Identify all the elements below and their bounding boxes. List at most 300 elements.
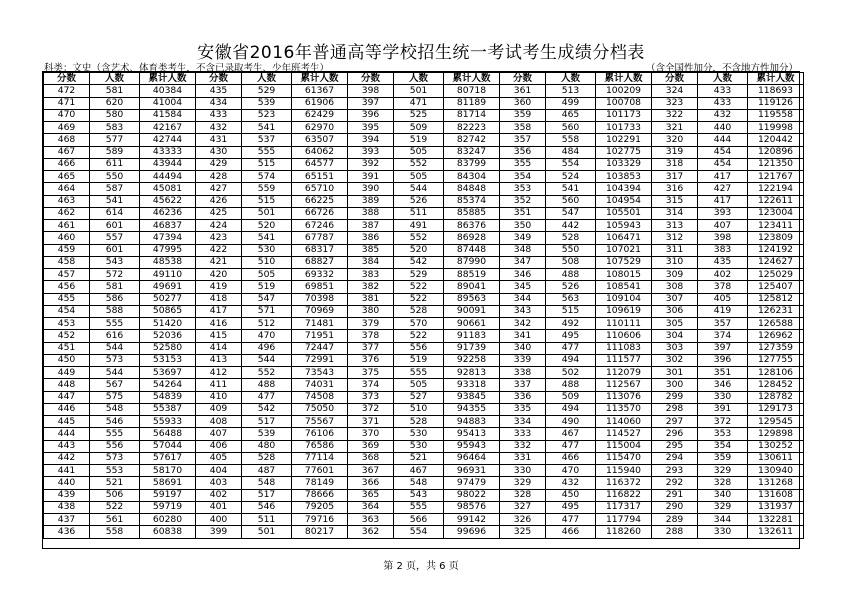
count-cell: 581 xyxy=(90,85,140,97)
cumulative-cell: 58691 xyxy=(140,477,196,489)
score-cell: 353 xyxy=(500,183,546,195)
score-cell: 447 xyxy=(44,391,90,403)
cumulative-cell: 126588 xyxy=(748,318,804,330)
count-cell: 524 xyxy=(546,171,596,183)
cumulative-cell: 69851 xyxy=(292,281,348,293)
cumulative-cell: 125029 xyxy=(748,269,804,281)
cumulative-cell: 45081 xyxy=(140,183,196,195)
count-cell: 383 xyxy=(698,244,748,256)
score-cell: 378 xyxy=(348,330,394,342)
score-cell: 335 xyxy=(500,403,546,415)
count-cell: 555 xyxy=(394,501,444,513)
score-cell: 389 xyxy=(348,195,394,207)
score-cell: 315 xyxy=(652,195,698,207)
score-cell: 434 xyxy=(196,97,242,109)
score-cell: 303 xyxy=(652,342,698,354)
count-cell: 491 xyxy=(394,220,444,232)
count-cell: 398 xyxy=(698,232,748,244)
score-cell: 457 xyxy=(44,269,90,281)
count-cell: 505 xyxy=(394,146,444,158)
cumulative-cell: 80217 xyxy=(292,526,348,538)
score-cell: 437 xyxy=(44,514,90,526)
score-cell: 455 xyxy=(44,293,90,305)
score-cell: 289 xyxy=(652,514,698,526)
cumulative-cell: 54839 xyxy=(140,391,196,403)
count-cell: 541 xyxy=(242,232,292,244)
cumulative-cell: 61367 xyxy=(292,85,348,97)
table-row xyxy=(44,403,804,415)
count-cell: 601 xyxy=(90,244,140,256)
score-cell: 328 xyxy=(500,489,546,501)
score-cell: 423 xyxy=(196,232,242,244)
cumulative-cell: 129173 xyxy=(748,403,804,415)
cumulative-cell: 125407 xyxy=(748,281,804,293)
score-cell: 460 xyxy=(44,232,90,244)
score-cell: 338 xyxy=(500,367,546,379)
score-cell: 470 xyxy=(44,109,90,121)
cumulative-cell: 125812 xyxy=(748,293,804,305)
cumulative-cell: 53153 xyxy=(140,354,196,366)
cumulative-cell: 67787 xyxy=(292,232,348,244)
table-row xyxy=(44,440,804,452)
count-cell: 470 xyxy=(546,465,596,477)
cumulative-cell: 71951 xyxy=(292,330,348,342)
count-cell: 563 xyxy=(546,293,596,305)
cumulative-cell: 119998 xyxy=(748,122,804,134)
count-cell: 354 xyxy=(698,440,748,452)
score-cell: 295 xyxy=(652,440,698,452)
score-cell: 317 xyxy=(652,171,698,183)
cumulative-cell: 120896 xyxy=(748,146,804,158)
count-cell: 620 xyxy=(90,97,140,109)
cumulative-cell: 113076 xyxy=(596,391,652,403)
cumulative-cell: 132281 xyxy=(748,514,804,526)
count-cell: 544 xyxy=(242,354,292,366)
score-cell: 345 xyxy=(500,281,546,293)
score-cell: 461 xyxy=(44,220,90,232)
cumulative-cell: 105943 xyxy=(596,220,652,232)
count-cell: 522 xyxy=(394,281,444,293)
count-cell: 502 xyxy=(546,367,596,379)
count-cell: 480 xyxy=(242,440,292,452)
score-cell: 376 xyxy=(348,354,394,366)
table-row xyxy=(44,269,804,281)
bonus-note: （含全国性加分，不含地方性加分） xyxy=(645,63,798,74)
score-cell: 388 xyxy=(348,207,394,219)
score-cell: 429 xyxy=(196,158,242,170)
count-cell: 417 xyxy=(698,195,748,207)
count-cell: 547 xyxy=(242,293,292,305)
count-cell: 494 xyxy=(546,403,596,415)
table-row xyxy=(44,416,804,428)
score-cell: 402 xyxy=(196,489,242,501)
cumulative-cell: 46837 xyxy=(140,220,196,232)
score-cell: 381 xyxy=(348,293,394,305)
score-cell: 391 xyxy=(348,171,394,183)
cumulative-cell: 122194 xyxy=(748,183,804,195)
cumulative-cell: 48538 xyxy=(140,256,196,268)
score-cell: 394 xyxy=(348,134,394,146)
cumulative-cell: 49110 xyxy=(140,269,196,281)
score-cell: 407 xyxy=(196,428,242,440)
score-cell: 293 xyxy=(652,465,698,477)
count-cell: 470 xyxy=(242,330,292,342)
score-cell: 390 xyxy=(348,183,394,195)
count-cell: 510 xyxy=(242,256,292,268)
category-note: 科类：文史（含艺术、体育类考生，不含已录取考生、少年班考生） xyxy=(44,63,330,74)
cumulative-cell: 92258 xyxy=(444,354,500,366)
score-cell: 472 xyxy=(44,85,90,97)
cumulative-cell: 109619 xyxy=(596,305,652,317)
table-row xyxy=(44,195,804,207)
score-cell: 337 xyxy=(500,379,546,391)
score-cell: 301 xyxy=(652,367,698,379)
cumulative-cell: 111577 xyxy=(596,354,652,366)
table-row xyxy=(44,489,804,501)
score-cell: 358 xyxy=(500,122,546,134)
score-cell: 440 xyxy=(44,477,90,489)
count-cell: 522 xyxy=(394,293,444,305)
score-cell: 367 xyxy=(348,465,394,477)
score-cell: 333 xyxy=(500,428,546,440)
count-cell: 556 xyxy=(90,440,140,452)
score-cell: 363 xyxy=(348,514,394,526)
cumulative-cell: 121767 xyxy=(748,171,804,183)
score-cell: 369 xyxy=(348,440,394,452)
score-header: 分数 xyxy=(44,73,90,85)
count-cell: 515 xyxy=(242,195,292,207)
count-cell: 417 xyxy=(698,171,748,183)
count-cell: 530 xyxy=(394,440,444,452)
count-cell: 546 xyxy=(90,416,140,428)
cumulative-cell: 98576 xyxy=(444,501,500,513)
table-row xyxy=(44,134,804,146)
cumulative-cell: 85374 xyxy=(444,195,500,207)
count-cell: 515 xyxy=(546,305,596,317)
count-cell: 501 xyxy=(394,85,444,97)
score-cell: 336 xyxy=(500,391,546,403)
score-cell: 383 xyxy=(348,269,394,281)
cumulative-cell: 107021 xyxy=(596,244,652,256)
count-cell: 351 xyxy=(698,367,748,379)
cumulative-cell: 85885 xyxy=(444,207,500,219)
score-cell: 316 xyxy=(652,183,698,195)
count-cell: 450 xyxy=(546,489,596,501)
score-cell: 403 xyxy=(196,477,242,489)
count-cell: 556 xyxy=(394,342,444,354)
score-cell: 435 xyxy=(196,85,242,97)
score-cell: 406 xyxy=(196,440,242,452)
count-cell: 490 xyxy=(546,416,596,428)
count-cell: 522 xyxy=(394,330,444,342)
cumulative-cell: 126231 xyxy=(748,305,804,317)
score-cell: 340 xyxy=(500,342,546,354)
cumulative-cell: 123411 xyxy=(748,220,804,232)
cumulative-cell: 60838 xyxy=(140,526,196,538)
count-cell: 509 xyxy=(546,391,596,403)
cumulative-cell: 130611 xyxy=(748,452,804,464)
score-cell: 323 xyxy=(652,97,698,109)
score-cell: 364 xyxy=(348,501,394,513)
cumulative-cell: 108015 xyxy=(596,269,652,281)
cumulative-cell: 84304 xyxy=(444,171,500,183)
table-row xyxy=(44,158,804,170)
count-cell: 580 xyxy=(90,109,140,121)
count-cell: 574 xyxy=(242,171,292,183)
cumulative-header: 累计人数 xyxy=(748,73,804,85)
count-cell: 393 xyxy=(698,207,748,219)
cumulative-cell: 104954 xyxy=(596,195,652,207)
count-cell: 548 xyxy=(90,403,140,415)
count-cell: 520 xyxy=(394,244,444,256)
cumulative-cell: 91183 xyxy=(444,330,500,342)
score-cell: 299 xyxy=(652,391,698,403)
cumulative-cell: 47394 xyxy=(140,232,196,244)
score-cell: 311 xyxy=(652,244,698,256)
count-cell: 519 xyxy=(394,354,444,366)
score-cell: 465 xyxy=(44,171,90,183)
count-cell: 521 xyxy=(394,452,444,464)
count-cell: 510 xyxy=(394,403,444,415)
cumulative-cell: 80718 xyxy=(444,85,500,97)
cumulative-cell: 131608 xyxy=(748,489,804,501)
score-cell: 350 xyxy=(500,220,546,232)
cumulative-cell: 110111 xyxy=(596,318,652,330)
table-row xyxy=(44,207,804,219)
count-cell: 544 xyxy=(394,183,444,195)
cumulative-cell: 72447 xyxy=(292,342,348,354)
cumulative-cell: 81714 xyxy=(444,109,500,121)
cumulative-header: 累计人数 xyxy=(292,73,348,85)
count-cell: 494 xyxy=(546,354,596,366)
count-cell: 465 xyxy=(546,109,596,121)
score-cell: 467 xyxy=(44,146,90,158)
score-cell: 469 xyxy=(44,122,90,134)
count-cell: 546 xyxy=(242,501,292,513)
cumulative-cell: 68827 xyxy=(292,256,348,268)
count-cell: 555 xyxy=(394,367,444,379)
count-header: 人数 xyxy=(546,73,596,85)
cumulative-cell: 71481 xyxy=(292,318,348,330)
score-cell: 416 xyxy=(196,318,242,330)
count-cell: 515 xyxy=(242,158,292,170)
cumulative-cell: 95413 xyxy=(444,428,500,440)
cumulative-cell: 115940 xyxy=(596,465,652,477)
cumulative-cell: 118693 xyxy=(748,85,804,97)
cumulative-cell: 128106 xyxy=(748,367,804,379)
score-cell: 454 xyxy=(44,305,90,317)
cumulative-cell: 132611 xyxy=(748,526,804,538)
score-cell: 471 xyxy=(44,97,90,109)
count-cell: 433 xyxy=(698,97,748,109)
count-header: 人数 xyxy=(698,73,748,85)
score-cell: 374 xyxy=(348,379,394,391)
score-cell: 385 xyxy=(348,244,394,256)
table-row xyxy=(44,85,804,97)
cumulative-cell: 116372 xyxy=(596,477,652,489)
cumulative-cell: 50865 xyxy=(140,305,196,317)
cumulative-cell: 87448 xyxy=(444,244,500,256)
score-cell: 331 xyxy=(500,452,546,464)
score-cell: 397 xyxy=(348,97,394,109)
cumulative-cell: 118260 xyxy=(596,526,652,538)
score-cell: 466 xyxy=(44,158,90,170)
count-cell: 499 xyxy=(546,97,596,109)
score-cell: 321 xyxy=(652,122,698,134)
cumulative-cell: 52580 xyxy=(140,342,196,354)
count-cell: 517 xyxy=(242,489,292,501)
count-cell: 466 xyxy=(546,452,596,464)
score-cell: 464 xyxy=(44,183,90,195)
count-cell: 330 xyxy=(698,526,748,538)
score-cell: 294 xyxy=(652,452,698,464)
count-header: 人数 xyxy=(394,73,444,85)
cumulative-cell: 66726 xyxy=(292,207,348,219)
count-cell: 466 xyxy=(546,526,596,538)
score-cell: 324 xyxy=(652,85,698,97)
score-cell: 401 xyxy=(196,501,242,513)
cumulative-cell: 100209 xyxy=(596,85,652,97)
count-cell: 517 xyxy=(242,416,292,428)
count-cell: 529 xyxy=(242,85,292,97)
count-cell: 571 xyxy=(242,305,292,317)
count-cell: 477 xyxy=(546,514,596,526)
score-cell: 346 xyxy=(500,269,546,281)
score-cell: 302 xyxy=(652,354,698,366)
count-cell: 570 xyxy=(394,318,444,330)
count-cell: 554 xyxy=(546,158,596,170)
count-cell: 616 xyxy=(90,330,140,342)
count-cell: 501 xyxy=(242,207,292,219)
score-cell: 372 xyxy=(348,403,394,415)
cumulative-cell: 89041 xyxy=(444,281,500,293)
score-cell: 468 xyxy=(44,134,90,146)
count-cell: 566 xyxy=(394,514,444,526)
page-title: 安徽省2016年普通高等学校招生统一考试考生成绩分档表 xyxy=(197,43,645,63)
cumulative-cell: 65151 xyxy=(292,171,348,183)
score-cell: 368 xyxy=(348,452,394,464)
score-cell: 418 xyxy=(196,293,242,305)
count-cell: 495 xyxy=(546,501,596,513)
score-cell: 373 xyxy=(348,391,394,403)
score-cell: 450 xyxy=(44,354,90,366)
count-cell: 521 xyxy=(90,477,140,489)
cumulative-cell: 79716 xyxy=(292,514,348,526)
cumulative-cell: 122611 xyxy=(748,195,804,207)
count-cell: 513 xyxy=(546,85,596,97)
score-header: 分数 xyxy=(196,73,242,85)
cumulative-cell: 124192 xyxy=(748,244,804,256)
count-cell: 543 xyxy=(394,489,444,501)
count-cell: 442 xyxy=(546,220,596,232)
cumulative-cell: 92813 xyxy=(444,367,500,379)
count-cell: 397 xyxy=(698,342,748,354)
table-row xyxy=(44,220,804,232)
score-cell: 351 xyxy=(500,207,546,219)
score-cell: 300 xyxy=(652,379,698,391)
score-cell: 308 xyxy=(652,281,698,293)
score-cell: 360 xyxy=(500,97,546,109)
score-cell: 297 xyxy=(652,416,698,428)
score-cell: 357 xyxy=(500,134,546,146)
cumulative-cell: 103329 xyxy=(596,158,652,170)
table-row xyxy=(44,391,804,403)
cumulative-cell: 78149 xyxy=(292,477,348,489)
cumulative-cell: 51420 xyxy=(140,318,196,330)
table-row xyxy=(44,232,804,244)
count-cell: 529 xyxy=(394,269,444,281)
cumulative-cell: 124627 xyxy=(748,256,804,268)
cumulative-cell: 109104 xyxy=(596,293,652,305)
score-cell: 361 xyxy=(500,85,546,97)
score-cell: 413 xyxy=(196,354,242,366)
score-cell: 322 xyxy=(652,109,698,121)
score-cell: 342 xyxy=(500,318,546,330)
cumulative-cell: 42167 xyxy=(140,122,196,134)
count-cell: 440 xyxy=(698,122,748,134)
count-cell: 528 xyxy=(242,452,292,464)
cumulative-cell: 40384 xyxy=(140,85,196,97)
score-cell: 319 xyxy=(652,146,698,158)
score-cell: 419 xyxy=(196,281,242,293)
cumulative-cell: 90661 xyxy=(444,318,500,330)
score-cell: 305 xyxy=(652,318,698,330)
table-row xyxy=(44,293,804,305)
count-cell: 541 xyxy=(242,122,292,134)
cumulative-cell: 101173 xyxy=(596,109,652,121)
count-cell: 525 xyxy=(394,109,444,121)
cumulative-cell: 100708 xyxy=(596,97,652,109)
score-cell: 314 xyxy=(652,207,698,219)
cumulative-cell: 59197 xyxy=(140,489,196,501)
table-row xyxy=(44,465,804,477)
cumulative-cell: 131937 xyxy=(748,501,804,513)
cumulative-cell: 114527 xyxy=(596,428,652,440)
cumulative-cell: 70969 xyxy=(292,305,348,317)
count-cell: 454 xyxy=(698,158,748,170)
score-cell: 348 xyxy=(500,244,546,256)
cumulative-cell: 62970 xyxy=(292,122,348,134)
cumulative-cell: 83247 xyxy=(444,146,500,158)
count-cell: 407 xyxy=(698,220,748,232)
table-row xyxy=(44,477,804,489)
count-cell: 433 xyxy=(698,85,748,97)
count-cell: 552 xyxy=(394,232,444,244)
count-cell: 484 xyxy=(546,146,596,158)
count-cell: 552 xyxy=(394,158,444,170)
count-cell: 505 xyxy=(394,171,444,183)
score-cell: 462 xyxy=(44,207,90,219)
score-cell: 408 xyxy=(196,416,242,428)
cumulative-cell: 117794 xyxy=(596,514,652,526)
cumulative-header: 累计人数 xyxy=(444,73,500,85)
score-cell: 387 xyxy=(348,220,394,232)
cumulative-cell: 73543 xyxy=(292,367,348,379)
count-cell: 561 xyxy=(90,514,140,526)
count-cell: 547 xyxy=(546,207,596,219)
score-cell: 325 xyxy=(500,526,546,538)
score-cell: 421 xyxy=(196,256,242,268)
cumulative-cell: 77114 xyxy=(292,452,348,464)
score-cell: 410 xyxy=(196,391,242,403)
cumulative-cell: 50277 xyxy=(140,293,196,305)
cumulative-cell: 131268 xyxy=(748,477,804,489)
count-cell: 405 xyxy=(698,293,748,305)
score-cell: 445 xyxy=(44,416,90,428)
cumulative-cell: 41004 xyxy=(140,97,196,109)
cumulative-cell: 111083 xyxy=(596,342,652,354)
cumulative-cell: 129898 xyxy=(748,428,804,440)
